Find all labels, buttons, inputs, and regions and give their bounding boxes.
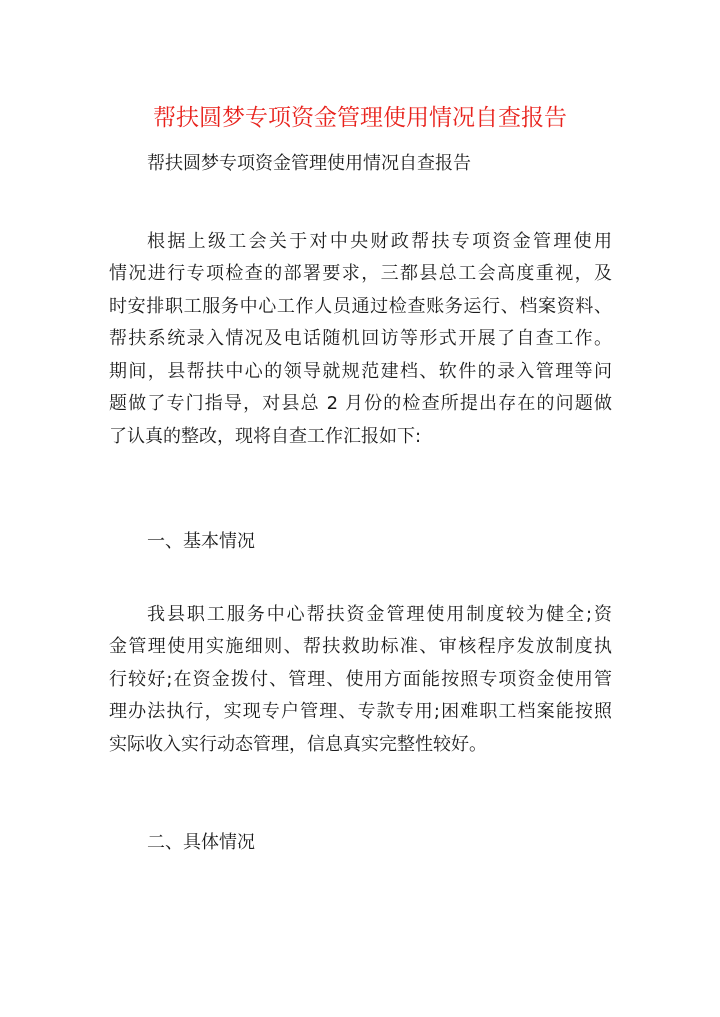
paragraph-line: 理办法执行，实现专户管理、专款专用;困难职工档案能按照 [109,701,612,722]
paragraph-line: 题做了专门指导，对县总 2 月份的检查所提出存在的问题做 [109,393,612,414]
paragraph-line: 情况进行专项检查的部署要求，三都县总工会高度重视，及 [109,263,612,284]
paragraph-line: 根据上级工会关于对中央财政帮扶专项资金管理使用 [147,231,612,252]
paragraph-line: 我县职工服务中心帮扶资金管理使用制度较为健全;资 [147,604,612,625]
paragraph-line: 帮扶系统录入情况及电话随机回访等形式开展了自查工作。 [109,328,612,349]
paragraph-line: 行较好;在资金拨付、管理、使用方面能按照专项资金使用管 [109,669,612,690]
paragraph-line: 了认真的整改，现将自查工作汇报如下: [109,426,422,447]
paragraph-line: 实际收入实行动态管理，信息真实完整性较好。 [109,734,487,755]
document-title: 帮扶圆梦专项资金管理使用情况自查报告 [153,105,567,131]
paragraph-line: 金管理使用实施细则、帮扶救助标准、审核程序发放制度执 [109,636,612,657]
section-heading-details: 二、具体情况 [147,832,255,853]
document-subtitle: 帮扶圆梦专项资金管理使用情况自查报告 [147,153,471,174]
section-heading-basic: 一、基本情况 [147,531,255,552]
paragraph-line: 时安排职工服务中心工作人员通过检查账务运行、档案资料、 [109,296,612,317]
paragraph-line: 期间，县帮扶中心的领导就规范建档、软件的录入管理等问 [109,361,612,382]
